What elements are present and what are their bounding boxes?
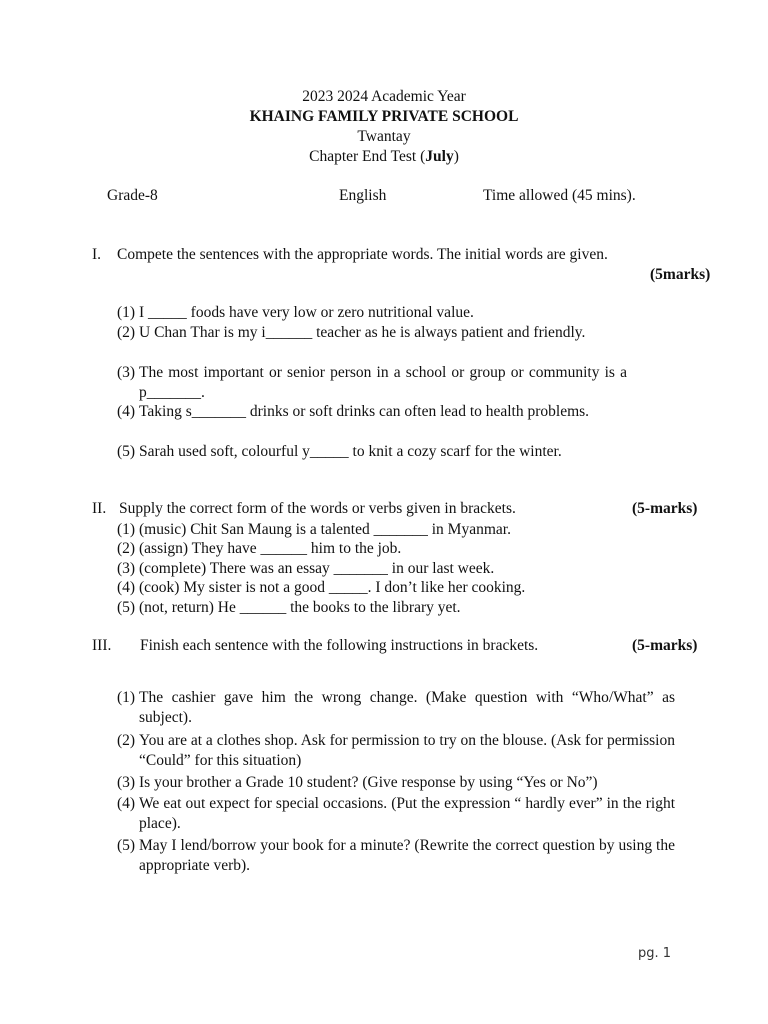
question-text: (assign) They have ______ him to the job. <box>139 540 402 557</box>
time-allowed: Time allowed (45 mins). <box>483 187 636 204</box>
question-text: Taking s_______ drinks or soft drinks can often lead to health problems. <box>139 403 590 420</box>
academic-year: 2023 2024 Academic Year <box>302 88 466 105</box>
question-item <box>117 836 675 876</box>
question-text: May I lend/borrow your book for a minute? (Rewrite the correct question by using the appropriate verb). <box>139 837 675 874</box>
question-number: (3) <box>117 560 136 577</box>
question-text: The cashier gave him the wrong change. (Make question with “Who/What” as subject). <box>139 689 675 726</box>
question-text: The most important or senior person in a school or group or community is a p_______. <box>139 364 627 401</box>
question-number: (4) <box>117 403 136 420</box>
question-text: (cook) My sister is not a good _____. I don’t like her cooking. <box>139 579 526 596</box>
question-item <box>117 323 627 343</box>
test-title-suffix: ) <box>453 148 459 165</box>
page-number: pg. 1 <box>638 946 672 961</box>
question-item <box>117 559 675 579</box>
question-item <box>117 520 675 540</box>
question-text: U Chan Thar is my i______ teacher as he is always patient and friendly. <box>139 324 586 341</box>
question-number: (5) <box>117 443 136 460</box>
section-2-numeral: II. <box>92 500 107 517</box>
question-number: (1) <box>117 304 136 321</box>
question-number: (2) <box>117 324 136 341</box>
question-item <box>117 578 675 598</box>
question-text: (music) Chit San Maung is a talented _______ in Myanmar. <box>139 521 511 538</box>
question-text: (not, return) He ______ the books to the library yet. <box>139 599 461 616</box>
question-number: (3) <box>117 774 136 791</box>
question-number: (4) <box>117 579 136 596</box>
question-item <box>117 442 627 462</box>
section-1-marks: (5marks) <box>650 266 711 283</box>
question-number: (3) <box>117 364 136 381</box>
question-number: (2) <box>117 540 136 557</box>
section-2-instruction: Supply the correct form of the words or verbs given in brackets. <box>119 500 516 517</box>
test-title <box>0 148 768 166</box>
question-item <box>117 539 675 559</box>
subject-label: English <box>339 187 387 204</box>
section-3-marks: (5-marks) <box>632 637 698 654</box>
test-title-prefix: Chapter End Test ( <box>309 148 426 165</box>
question-item <box>117 794 675 834</box>
question-number: (2) <box>117 732 136 749</box>
question-text: (complete) There was an essay _______ in our last week. <box>139 560 495 577</box>
question-text: You are at a clothes shop. Ask for permission to try on the blouse. (Ask for permission “Could” for this situation) <box>139 732 675 769</box>
question-item <box>117 303 627 323</box>
section-1-numeral: I. <box>92 246 102 263</box>
question-number: (5) <box>117 599 136 616</box>
test-month: July <box>425 148 454 165</box>
school-name: KHAING FAMILY PRIVATE SCHOOL <box>249 108 519 125</box>
section-2-marks: (5-marks) <box>632 500 698 517</box>
grade-label: Grade-8 <box>107 187 158 204</box>
section-3-instruction: Finish each sentence with the following instructions in brackets. <box>140 637 539 654</box>
question-text: Is your brother a Grade 10 student? (Give response by using “Yes or No”) <box>139 774 598 791</box>
question-number: (1) <box>117 521 136 538</box>
section-1-instruction: Compete the sentences with the appropriate words. The initial words are given. <box>117 246 608 263</box>
section-3-numeral: III. <box>92 637 112 654</box>
question-text: We eat out expect for special occasions. (Put the expression “ hardly ever” in the right place). <box>139 795 675 832</box>
question-number: (4) <box>117 795 136 812</box>
question-number: (5) <box>117 837 136 854</box>
question-item <box>117 773 675 793</box>
question-item <box>117 598 675 618</box>
question-text: Sarah used soft, colourful y_____ to knit a cozy scarf for the winter. <box>139 443 562 460</box>
question-item <box>117 731 675 771</box>
question-number: (1) <box>117 689 136 706</box>
question-item <box>117 363 627 403</box>
town-name: Twantay <box>357 128 411 145</box>
question-item <box>117 402 627 422</box>
question-item <box>117 688 675 728</box>
question-text: I _____ foods have very low or zero nutritional value. <box>139 304 474 321</box>
